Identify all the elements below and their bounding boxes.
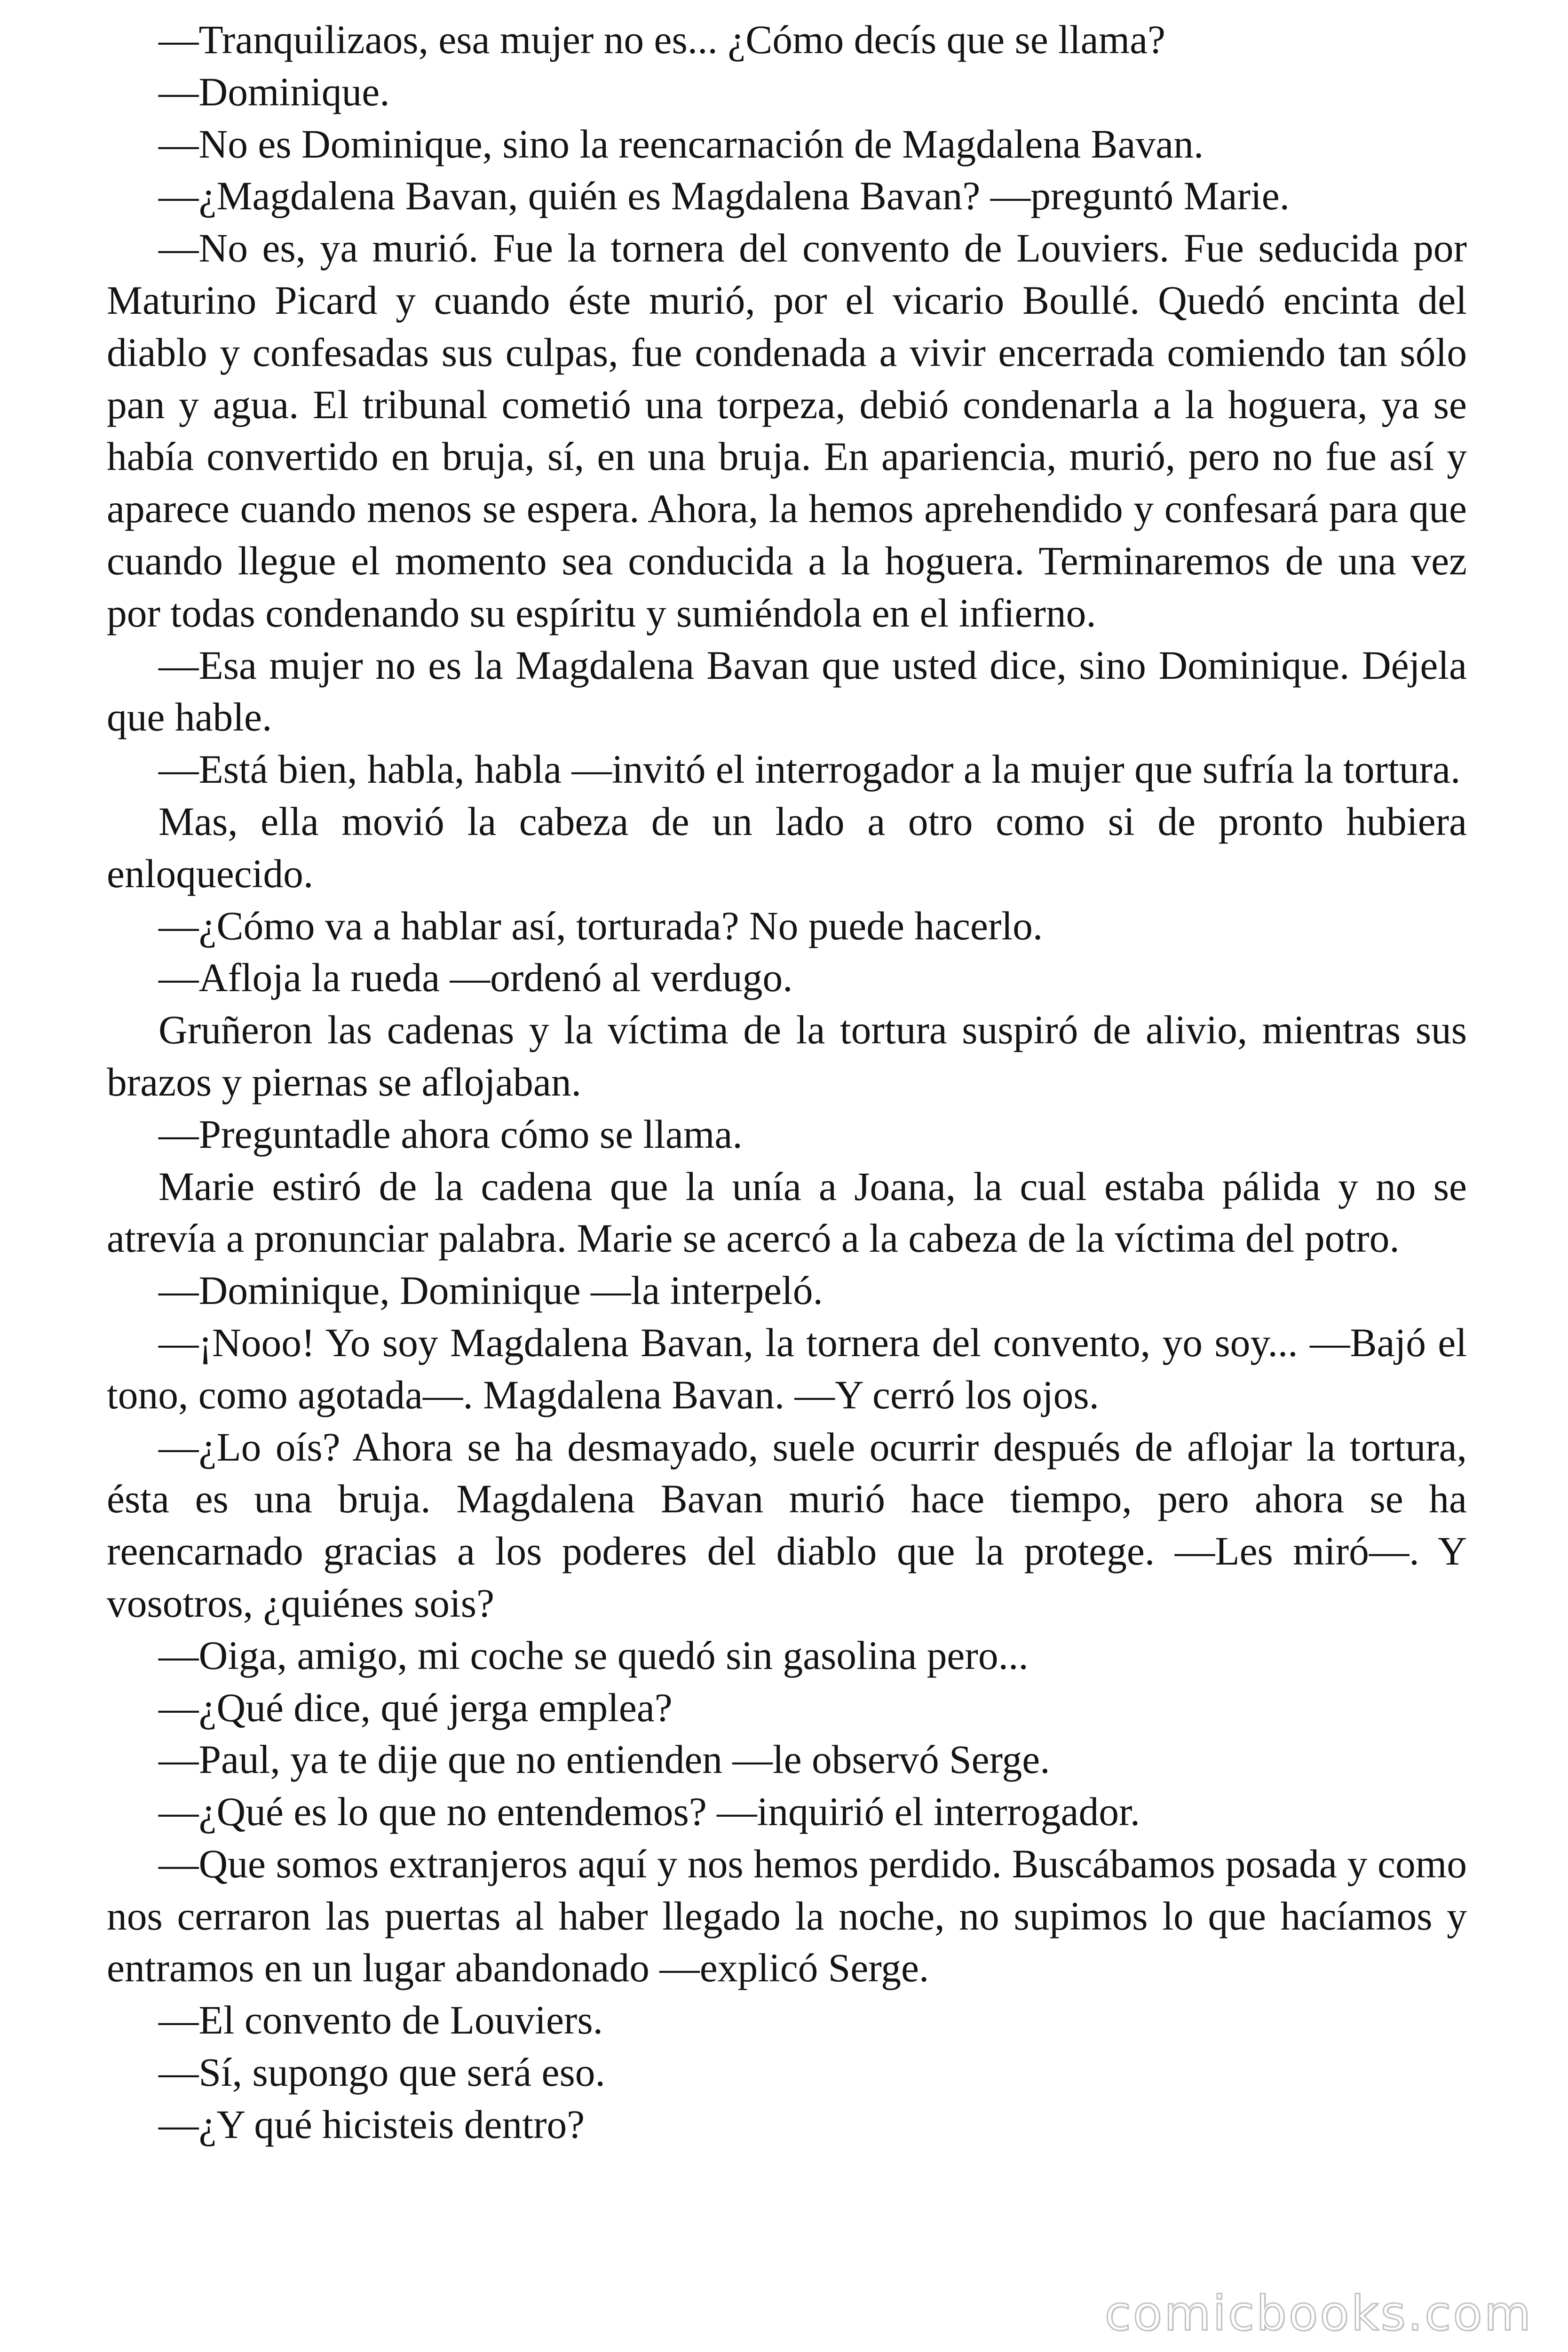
paragraph-11: Gruñeron las cadenas y la víctima de la tortura suspiró de alivio, mientras sus brazos y piernas se aflojaban. [107, 1008, 1467, 1104]
paragraph-2: —Dominique. [158, 70, 390, 114]
paragraph-24: —¿Y qué hicisteis dentro? [158, 2102, 585, 2147]
paragraph-16: —¿Lo oís? Ahora se ha desmayado, suele ocurrir después de aflojar la tortura, ésta es una bruja. Magdalena Bavan murió hace tiempo, pero ahora se ha reencarnado gracias a los poderes del diablo que la protege. —Les miró—. Y vosotros, ¿quiénes sois? [107, 1425, 1467, 1626]
watermark: comicbooks.com [1104, 2286, 1533, 2342]
paragraph-9: —¿Cómo va a hablar así, torturada? No puede hacerlo. [158, 904, 1043, 948]
paragraph-19: —Paul, ya te dije que no entienden —le observó Serge. [158, 1738, 1050, 1782]
paragraph-23: —Sí, supongo que será eso. [158, 2050, 605, 2095]
paragraph-4: —¿Magdalena Bavan, quién es Magdalena Bavan? —preguntó Marie. [158, 174, 1290, 219]
paragraph-17: —Oiga, amigo, mi coche se quedó sin gasolina pero... [158, 1633, 1029, 1678]
paragraph-18: —¿Qué dice, qué jerga emplea? [158, 1685, 673, 1730]
paragraph-13: Marie estiró de la cadena que la unía a Joana, la cual estaba pálida y no se atrevía a pronunciar palabra. Marie se acercó a la cabeza de la víctima del potro. [107, 1164, 1467, 1261]
paragraph-6: —Esa mujer no es la Magdalena Bavan que usted dice, sino Dominique. Déjela que hable. [107, 643, 1467, 740]
paragraph-3: —No es Dominique, sino la reencarnación de Magdalena Bavan. [158, 122, 1204, 167]
paragraph-7: —Está bien, habla, habla —invitó el interrogador a la mujer que sufría la tortura. [158, 747, 1461, 792]
paragraph-5: —No es, ya murió. Fue la tornera del convento de Louviers. Fue seducida por Maturino Picard y cuando éste murió, por el vicario Boullé. Quedó encinta del diablo y confesadas sus culpas, fue condenada a vivir encerrada comiendo tan sólo pan y agua. El tribunal cometió una torpeza, debió condenarla a la hoguera, ya se había convertido en bruja, sí, en una bruja. En apariencia, murió, pero no fue así y aparece cuando menos se espera. Ahora, la hemos aprehendido y confesará para que cuando llegue el momento sea conducida a la hoguera. Terminaremos de una vez por todas condenando su espíritu y sumiéndola en el infierno. [107, 226, 1467, 636]
paragraph-10: —Afloja la rueda —ordenó al verdugo. [158, 956, 793, 1001]
paragraph-22: —El convento de Louviers. [158, 1998, 603, 2043]
paragraph-15: —¡Nooo! Yo soy Magdalena Bavan, la tornera del convento, yo soy... —Bajó el tono, como agotada—. Magdalena Bavan. —Y cerró los ojos. [107, 1320, 1467, 1417]
paragraph-12: —Preguntadle ahora cómo se llama. [158, 1112, 743, 1157]
paragraph-14: —Dominique, Dominique —la interpeló. [158, 1269, 823, 1313]
paragraph-21: —Que somos extranjeros aquí y nos hemos perdido. Buscábamos posada y como nos cerraron las puertas al haber llegado la noche, no supimos lo que hacíamos y entramos en un lugar abandonado —explicó Serge. [107, 1842, 1467, 1991]
paragraph-1: —Tranquilizaos, esa mujer no es... ¿Cómo decís que se llama? [158, 18, 1165, 62]
paragraph-8: Mas, ella movió la cabeza de un lado a otro como si de pronto hubiera enloquecido. [107, 799, 1467, 896]
page-text [107, 14, 1467, 2151]
paragraph-20: —¿Qué es lo que no entendemos? —inquirió el interrogador. [158, 1790, 1140, 1835]
